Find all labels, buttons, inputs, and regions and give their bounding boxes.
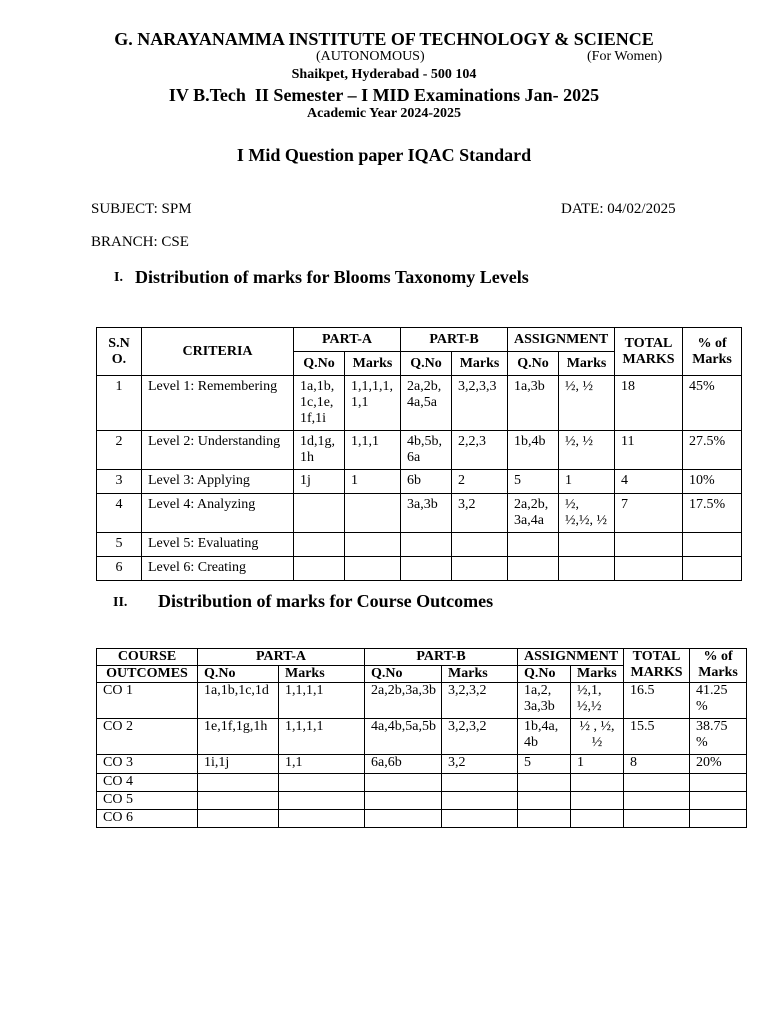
table-row [97, 774, 747, 792]
cell-part-a-qno: 1d,1g, 1h [294, 431, 345, 470]
cell-percent [690, 774, 747, 792]
cell-part-b-qno: 4b,5b, 6a [401, 431, 452, 470]
header-assignment-qno: Q.No [508, 352, 559, 376]
header-sno: S.N O. [97, 328, 142, 376]
header-total-marks: TOTAL MARKS [624, 649, 690, 683]
cell-percent: 20% [690, 755, 747, 774]
address: Shaikpet, Hyderabad - 500 104 [291, 67, 477, 82]
exam-title: IV B.Tech II Semester – I MID Examinations Jan- 2025 [168, 85, 600, 105]
header-assignment: ASSIGNMENT [518, 649, 624, 666]
cell-part-a-qno [198, 774, 279, 792]
cell-assignment-qno: 5 [518, 755, 571, 774]
cell-criteria: Level 1: Remembering [142, 376, 294, 431]
cell-assignment-marks: ½ , ½, ½ [571, 719, 624, 755]
cell-part-a-marks: 1,1 [279, 755, 365, 774]
cell-assignment-qno [508, 533, 559, 557]
cell-part-b-marks [452, 533, 508, 557]
cell-total: 11 [615, 431, 683, 470]
header-part-b-qno: Q.No [365, 666, 442, 683]
paper-title: I Mid Question paper IQAC Standard [236, 145, 532, 165]
course-outcomes-table [96, 648, 747, 828]
table-row [97, 810, 747, 828]
cell-part-b-marks: 2 [452, 470, 508, 494]
cell-part-b-marks [442, 810, 518, 828]
table-row [97, 719, 747, 755]
cell-total [615, 557, 683, 581]
cell-assignment-marks: 1 [559, 470, 615, 494]
table-row [97, 376, 742, 431]
cell-criteria: Level 6: Creating [142, 557, 294, 581]
header-part-b: PART-B [365, 649, 518, 666]
table-row [97, 557, 742, 581]
header-part-b-qno: Q.No [401, 352, 452, 376]
cell-part-b-qno [365, 810, 442, 828]
cell-total [624, 792, 690, 810]
cell-percent: 10% [683, 470, 742, 494]
cell-part-a-qno: 1a,1b, 1c,1e, 1f,1i [294, 376, 345, 431]
cell-assignment-marks [559, 557, 615, 581]
cell-sno: 5 [97, 533, 142, 557]
cell-part-a-qno: 1a,1b,1c,1d [198, 683, 279, 719]
cell-course-outcome: CO 1 [97, 683, 198, 719]
academic-year: Academic Year 2024-2025 [307, 106, 461, 121]
cell-sno: 3 [97, 470, 142, 494]
cell-assignment-qno [518, 810, 571, 828]
cell-criteria: Level 5: Evaluating [142, 533, 294, 557]
header-part-a-marks: Marks [279, 666, 365, 683]
cell-assignment-marks: ½, ½,½, ½ [559, 494, 615, 533]
date-label: DATE: 04/02/2025 [561, 201, 676, 217]
table-row [97, 431, 742, 470]
cell-percent [683, 533, 742, 557]
cell-part-b-marks [452, 557, 508, 581]
cell-part-a-marks [279, 810, 365, 828]
cell-part-b-qno [401, 533, 452, 557]
table-row [97, 533, 742, 557]
cell-percent [690, 810, 747, 828]
cell-total [624, 774, 690, 792]
cell-sno: 1 [97, 376, 142, 431]
cell-part-b-marks: 3,2 [452, 494, 508, 533]
cell-part-b-marks: 2,2,3 [452, 431, 508, 470]
header-percent-marks: % of Marks [690, 649, 747, 683]
cell-part-b-qno [365, 792, 442, 810]
header-course: COURSE [97, 649, 198, 666]
cell-total: 16.5 [624, 683, 690, 719]
cell-part-b-qno: 3a,3b [401, 494, 452, 533]
cell-percent [683, 557, 742, 581]
section2-number: II. [113, 595, 128, 610]
cell-criteria: Level 4: Analyzing [142, 494, 294, 533]
cell-assignment-qno [508, 557, 559, 581]
header-assignment: ASSIGNMENT [508, 328, 615, 352]
cell-total [624, 810, 690, 828]
cell-part-a-qno: 1e,1f,1g,1h [198, 719, 279, 755]
cell-percent: 17.5% [683, 494, 742, 533]
cell-assignment-marks: ½, ½ [559, 431, 615, 470]
header-part-b-marks: Marks [452, 352, 508, 376]
cell-assignment-marks [571, 774, 624, 792]
cell-part-a-qno [294, 533, 345, 557]
for-women-label: (For Women) [587, 49, 663, 64]
header-part-a-qno: Q.No [198, 666, 279, 683]
cell-course-outcome: CO 4 [97, 774, 198, 792]
cell-course-outcome: CO 6 [97, 810, 198, 828]
cell-part-a-marks: 1,1,1,1, 1,1 [345, 376, 401, 431]
subject-label: SUBJECT: SPM [91, 201, 192, 217]
header-part-a-marks: Marks [345, 352, 401, 376]
section2-title: Distribution of marks for Course Outcomes [158, 591, 494, 611]
cell-assignment-marks: ½,1, ½,½ [571, 683, 624, 719]
cell-part-b-qno: 6b [401, 470, 452, 494]
cell-part-b-marks: 3,2,3,3 [452, 376, 508, 431]
cell-total: 18 [615, 376, 683, 431]
cell-assignment-marks [571, 792, 624, 810]
header-assignment-marks: Marks [559, 352, 615, 376]
cell-percent: 27.5% [683, 431, 742, 470]
cell-part-a-marks [279, 774, 365, 792]
header-assignment-marks: Marks [571, 666, 624, 683]
table-row [97, 755, 747, 774]
cell-part-b-marks [442, 774, 518, 792]
cell-part-a-marks: 1,1,1 [345, 431, 401, 470]
cell-assignment-marks [559, 533, 615, 557]
cell-assignment-qno: 1b,4b [508, 431, 559, 470]
cell-assignment-qno [518, 774, 571, 792]
cell-total [615, 533, 683, 557]
header-part-a: PART-A [198, 649, 365, 666]
section1-title: Distribution of marks for Blooms Taxonomy Levels [135, 267, 529, 287]
cell-course-outcome: CO 5 [97, 792, 198, 810]
cell-part-a-qno [294, 557, 345, 581]
table-row [97, 683, 747, 719]
table-row [97, 494, 742, 533]
cell-sno: 4 [97, 494, 142, 533]
header-part-a-qno: Q.No [294, 352, 345, 376]
cell-part-a-qno [198, 792, 279, 810]
cell-part-b-qno: 6a,6b [365, 755, 442, 774]
cell-percent: 41.25 % [690, 683, 747, 719]
table-row [97, 792, 747, 810]
cell-part-a-marks: 1 [345, 470, 401, 494]
cell-part-b-qno: 2a,2b, 4a,5a [401, 376, 452, 431]
cell-part-b-qno: 4a,4b,5a,5b [365, 719, 442, 755]
cell-part-b-qno [401, 557, 452, 581]
section1-number: I. [114, 270, 123, 285]
institute-name: G. NARAYANAMMA INSTITUTE OF TECHNOLOGY & SCIENCE [114, 29, 654, 49]
autonomous-label: (AUTONOMOUS) [316, 49, 425, 64]
cell-part-a-marks [279, 792, 365, 810]
cell-part-a-marks: 1,1,1,1 [279, 719, 365, 755]
cell-part-b-marks [442, 792, 518, 810]
cell-criteria: Level 3: Applying [142, 470, 294, 494]
cell-part-b-marks: 3,2,3,2 [442, 683, 518, 719]
cell-assignment-marks: ½, ½ [559, 376, 615, 431]
header-total-marks: TOTAL MARKS [615, 328, 683, 376]
cell-part-a-qno [294, 494, 345, 533]
cell-total: 15.5 [624, 719, 690, 755]
cell-part-b-marks: 3,2 [442, 755, 518, 774]
cell-part-b-marks: 3,2,3,2 [442, 719, 518, 755]
cell-assignment-qno: 1b,4a, 4b [518, 719, 571, 755]
cell-assignment-qno: 5 [508, 470, 559, 494]
cell-criteria: Level 2: Understanding [142, 431, 294, 470]
cell-part-b-qno [365, 774, 442, 792]
cell-part-a-qno: 1i,1j [198, 755, 279, 774]
header-percent-marks: % of Marks [683, 328, 742, 376]
header-criteria: CRITERIA [142, 328, 294, 376]
cell-course-outcome: CO 2 [97, 719, 198, 755]
branch-label: BRANCH: CSE [91, 234, 189, 250]
cell-assignment-qno: 1a,2, 3a,3b [518, 683, 571, 719]
cell-assignment-qno [518, 792, 571, 810]
header-assignment-qno: Q.No [518, 666, 571, 683]
cell-sno: 2 [97, 431, 142, 470]
cell-percent: 45% [683, 376, 742, 431]
cell-assignment-qno: 1a,3b [508, 376, 559, 431]
cell-part-a-marks [345, 533, 401, 557]
cell-total: 7 [615, 494, 683, 533]
header-part-a: PART-A [294, 328, 401, 352]
cell-part-a-marks: 1,1,1,1 [279, 683, 365, 719]
cell-percent [690, 792, 747, 810]
header-part-b-marks: Marks [442, 666, 518, 683]
cell-part-b-qno: 2a,2b,3a,3b [365, 683, 442, 719]
header-outcomes: OUTCOMES [97, 666, 198, 683]
cell-assignment-marks [571, 810, 624, 828]
blooms-table [96, 327, 742, 581]
cell-course-outcome: CO 3 [97, 755, 198, 774]
cell-sno: 6 [97, 557, 142, 581]
cell-total: 8 [624, 755, 690, 774]
cell-part-a-marks [345, 557, 401, 581]
header-part-b: PART-B [401, 328, 508, 352]
cell-part-a-qno: 1j [294, 470, 345, 494]
cell-total: 4 [615, 470, 683, 494]
cell-assignment-qno: 2a,2b, 3a,4a [508, 494, 559, 533]
cell-part-a-marks [345, 494, 401, 533]
cell-part-a-qno [198, 810, 279, 828]
cell-assignment-marks: 1 [571, 755, 624, 774]
table-row [97, 470, 742, 494]
cell-percent: 38.75 % [690, 719, 747, 755]
